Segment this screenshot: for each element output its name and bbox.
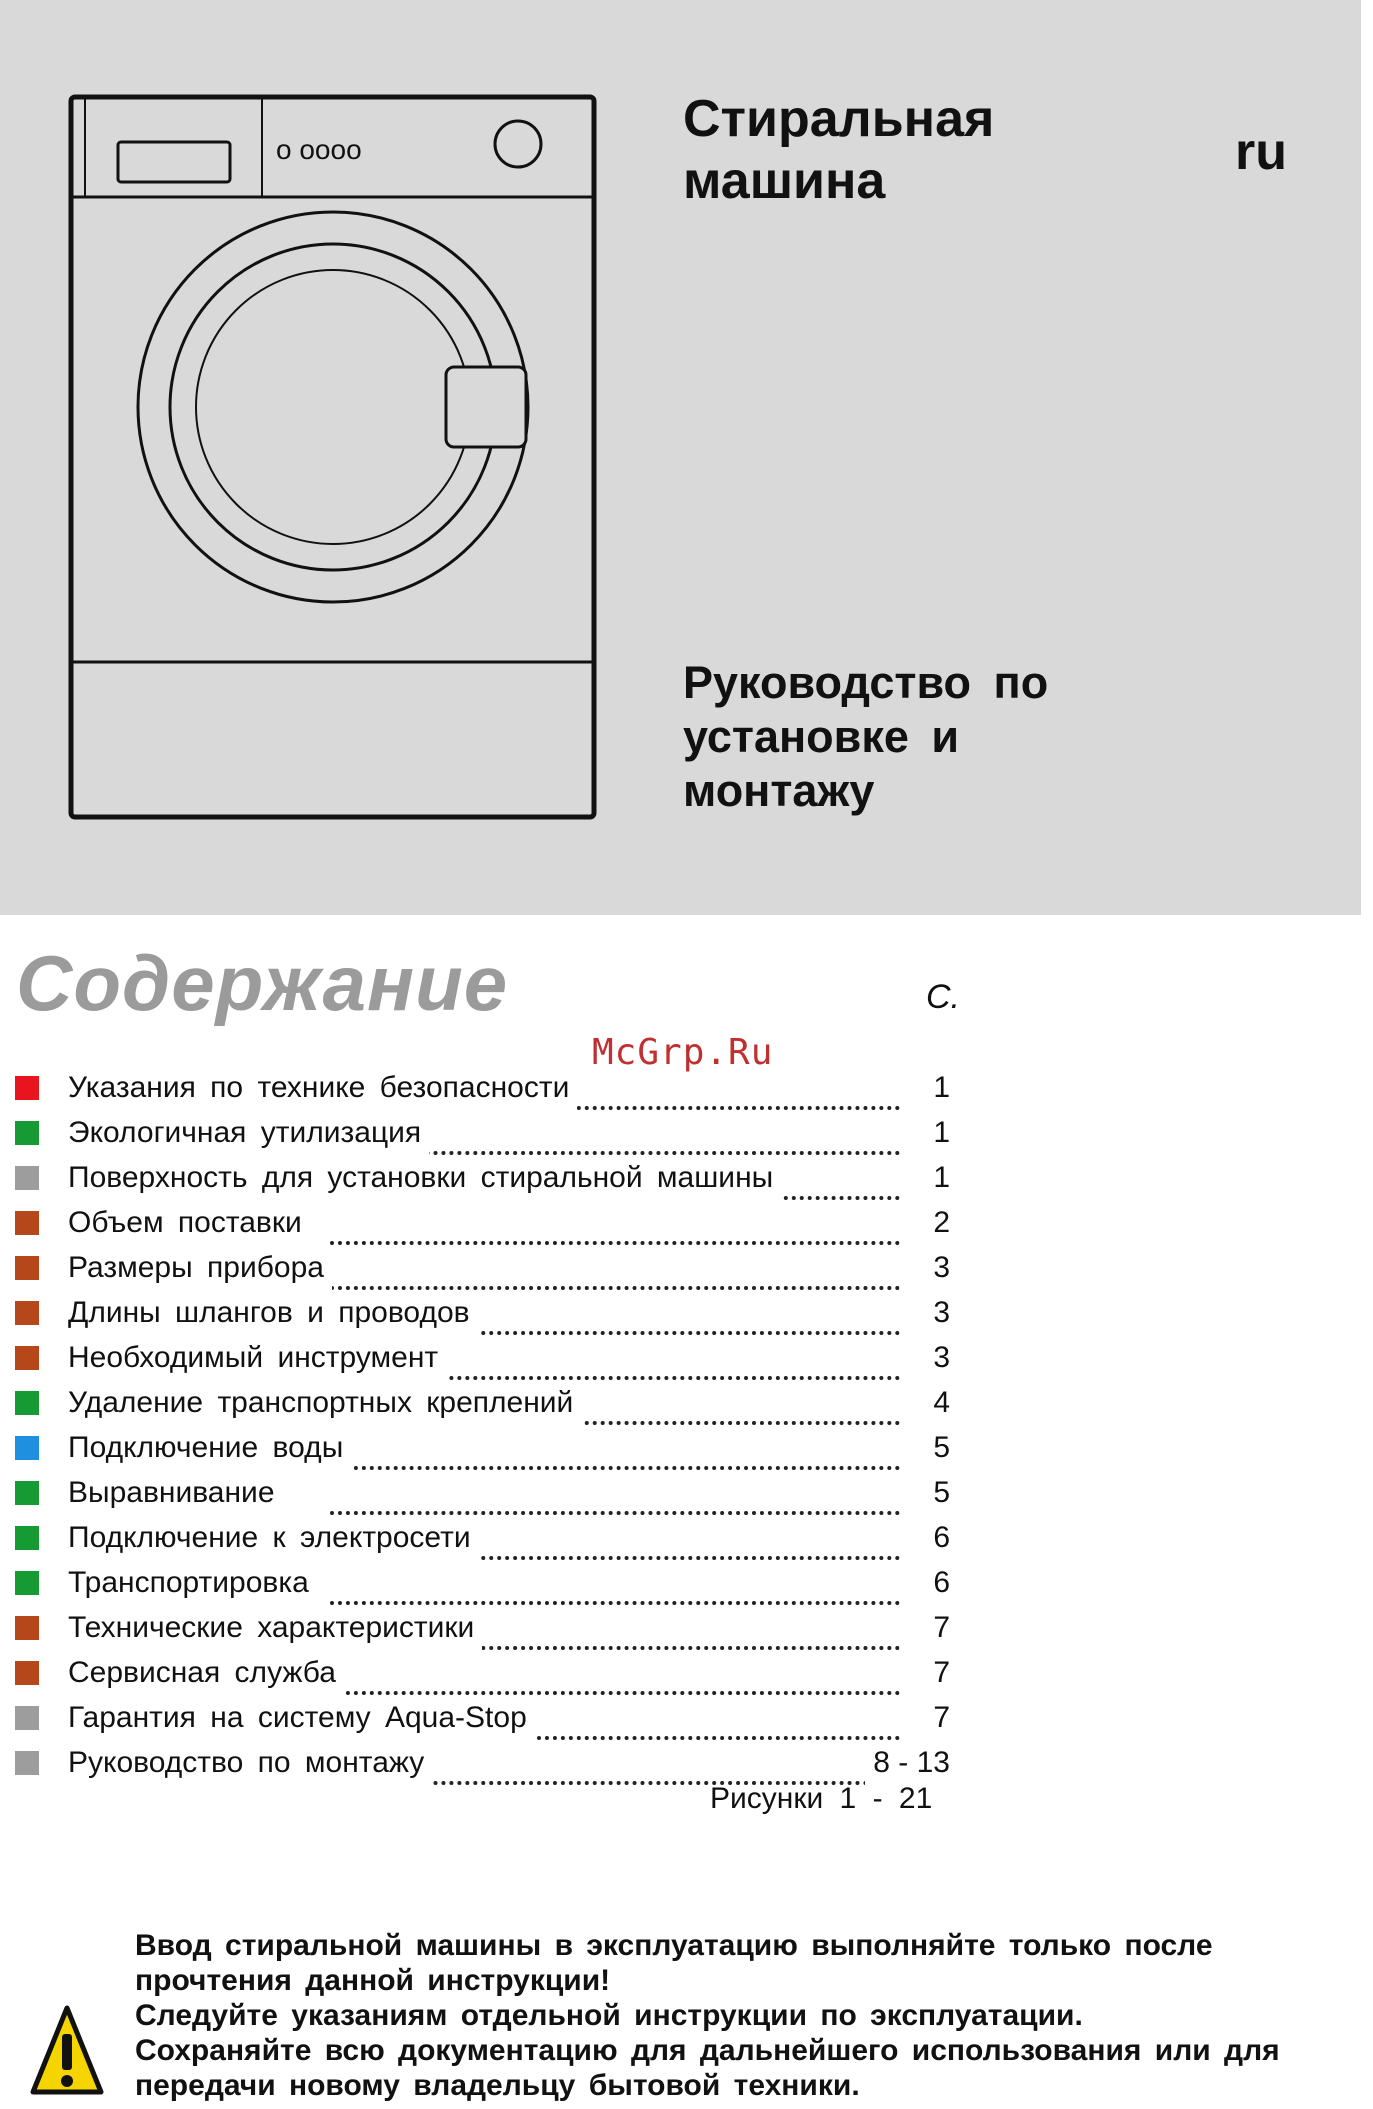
page-column-label: С. [926, 978, 960, 1016]
notice-line-1: Ввод стиральной машины в эксплуатацию выполняйте только после прочтения данной инструкции! [135, 1929, 1213, 1997]
section-color-marker [15, 1076, 39, 1100]
dot-leader [330, 1254, 900, 1290]
section-color-marker [15, 1616, 39, 1640]
toc-item-page: 7 [925, 1651, 950, 1695]
toc-item [0, 1561, 960, 1606]
toc-item-label: Транспортировка [68, 1561, 317, 1605]
toc-item-page: 5 [925, 1471, 950, 1515]
toc-item-page: 8 - 13 [865, 1741, 950, 1785]
section-color-marker [15, 1121, 39, 1145]
warning-icon [30, 2004, 104, 2096]
watermark: McGrp.Ru [592, 1032, 774, 1073]
toc-item [0, 1381, 960, 1426]
cover-title: Стиральная машина [683, 90, 995, 210]
cover-panel [0, 0, 1361, 915]
toc-item-label: Объем поставки [68, 1201, 310, 1245]
toc-item [0, 1471, 960, 1516]
toc-item-page: 1 [925, 1156, 950, 1200]
dot-leader [330, 1659, 900, 1695]
toc-item-page: 6 [925, 1516, 950, 1560]
section-color-marker [15, 1391, 39, 1415]
toc-item-page: 5 [925, 1426, 950, 1470]
toc-item [0, 1336, 960, 1381]
toc-item [0, 1066, 960, 1111]
section-color-marker [15, 1256, 39, 1280]
toc-item-label: Поверхность для установки стиральной машины [68, 1156, 781, 1200]
toc-item-label: Гарантия на систему Aqua-Stop [68, 1696, 535, 1740]
toc-item [0, 1651, 960, 1696]
section-color-marker [15, 1751, 39, 1775]
toc-item-label: Необходимый инструмент [68, 1336, 446, 1380]
toc-item [0, 1246, 960, 1291]
toc-item [0, 1111, 960, 1156]
toc-item-page: 7 [925, 1606, 950, 1650]
toc-item-page: 3 [925, 1246, 950, 1290]
toc-item [0, 1696, 960, 1741]
section-color-marker [15, 1526, 39, 1550]
toc-item-page: 3 [925, 1291, 950, 1335]
dot-leader [330, 1434, 900, 1470]
section-color-marker [15, 1346, 39, 1370]
toc-item-label: Выравнивание [68, 1471, 283, 1515]
toc-item-label: Длины шлангов и проводов [68, 1291, 478, 1335]
toc-item [0, 1201, 960, 1246]
toc-item-label: Указания по технике безопасности [68, 1066, 577, 1110]
figures-line: Рисунки 1 - 21 [710, 1782, 933, 1815]
section-color-marker [15, 1166, 39, 1190]
notice-block [135, 1928, 1371, 2103]
section-color-marker [15, 1481, 39, 1505]
toc-item [0, 1426, 960, 1471]
toc-item-label: Подключение к электросети [68, 1516, 479, 1560]
toc-item-label: Сервисная служба [68, 1651, 344, 1695]
control-dots-label: o oooo [276, 134, 362, 165]
section-color-marker [15, 1706, 39, 1730]
toc-item [0, 1606, 960, 1651]
toc-list [0, 1066, 960, 1786]
toc-heading: Содержание [16, 939, 509, 1027]
dot-leader [330, 1569, 900, 1605]
toc-item [0, 1516, 960, 1561]
toc-item-page: 3 [925, 1336, 950, 1380]
toc-item [0, 1741, 960, 1786]
washing-machine-illustration [68, 92, 602, 824]
toc-item-page: 6 [925, 1561, 950, 1605]
toc-item-label: Технические характеристики [68, 1606, 482, 1650]
toc-item-page: 1 [925, 1111, 950, 1155]
section-color-marker [15, 1211, 39, 1235]
dot-leader [330, 1209, 900, 1245]
toc-item-label: Размеры прибора [68, 1246, 332, 1290]
section-color-marker [15, 1301, 39, 1325]
toc-item-label: Экологичная утилизация [68, 1111, 429, 1155]
toc-item-page: 7 [925, 1696, 950, 1740]
toc-item-page: 2 [925, 1201, 950, 1245]
notice-line-3: Сохраняйте всю документацию для дальнейшего использования или для передачи новому владельцу бытовой техники. [135, 2034, 1280, 2102]
toc-item [0, 1156, 960, 1201]
section-color-marker [15, 1661, 39, 1685]
language-code: ru [1235, 123, 1287, 181]
dot-leader [330, 1479, 900, 1515]
toc-item-page: 4 [925, 1381, 950, 1425]
toc-item-label: Руководство по монтажу [68, 1741, 432, 1785]
section-color-marker [15, 1571, 39, 1595]
section-color-marker [15, 1436, 39, 1460]
cover-subtitle: Руководство по установке и монтажу [683, 657, 1049, 816]
toc-item-label: Подключение воды [68, 1426, 351, 1470]
toc-item-page: 1 [925, 1066, 950, 1110]
toc-item-label: Удаление транспортных креплений [68, 1381, 581, 1425]
toc-item [0, 1291, 960, 1336]
notice-line-2: Следуйте указаниям отдельной инструкции по эксплуатации. [135, 1999, 1083, 2032]
